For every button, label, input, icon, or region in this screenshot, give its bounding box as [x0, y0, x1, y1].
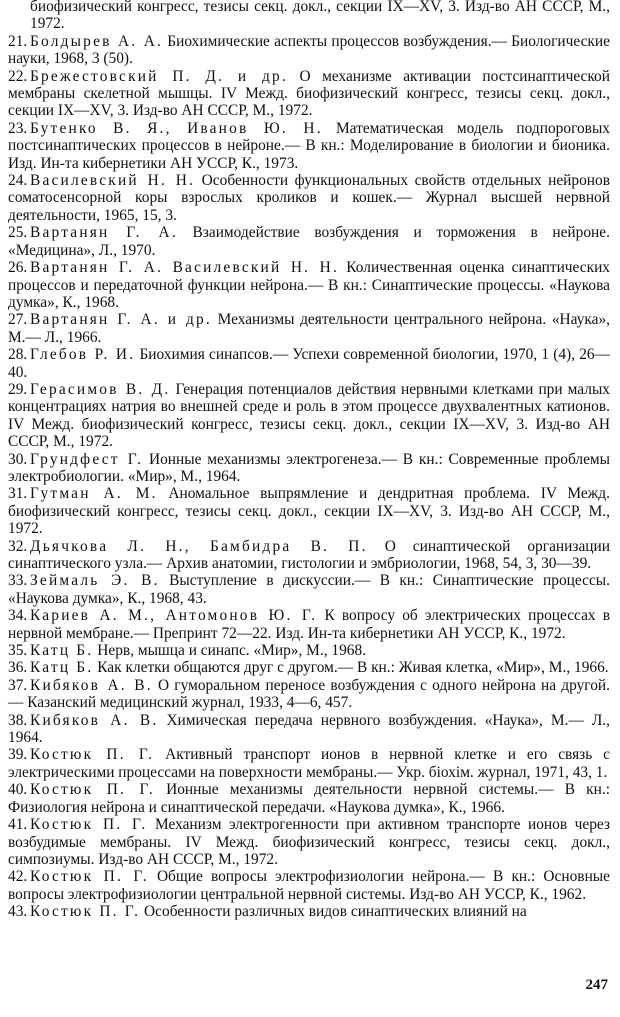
- reference-text: Как клетки общаются друг с другом.— В кн.: Живая клетка, «Мир», М., 1966.: [97, 659, 609, 677]
- reference-number: 26.: [8, 259, 28, 277]
- reference-number: 27.: [8, 311, 28, 329]
- reference-number: 25.: [8, 224, 28, 242]
- reference-authors: Кариев А. М., Антомонов Ю. Г.: [30, 607, 318, 625]
- reference-text: Нерв, мышца и синапс. «Мир», М., 1968.: [97, 642, 367, 660]
- reference-authors: Дьячкова Л. Н., Бамбидра В. П.: [30, 537, 368, 555]
- reference-authors: Костюк П. Г.: [30, 781, 155, 799]
- reference-authors: Болдырев А. А.: [30, 32, 164, 50]
- reference-number: 32.: [8, 537, 28, 555]
- reference-authors: Василевский Н. Н.: [30, 172, 196, 190]
- reference-entry: [8, 659, 610, 676]
- reference-number: 30.: [8, 450, 28, 468]
- reference-text: Выступление в дискуссии.— В кн.: Синаптические процессы. «Наукова думка», К., 1968, 43.: [8, 572, 610, 607]
- reference-entry: [8, 0, 610, 33]
- reference-entry: [8, 746, 610, 781]
- reference-entry: [8, 903, 610, 920]
- reference-entry: [8, 33, 610, 68]
- reference-authors: Вартанян Г. А. и др.: [30, 311, 212, 329]
- reference-number: 43.: [8, 903, 28, 921]
- reference-number: 36.: [8, 659, 28, 677]
- reference-text: К вопросу об электрических процессах в нервной мембране.— Препринт 72—22. Изд. Ин-та кибернетики АН УССР, К., 1972.: [8, 607, 610, 642]
- reference-number: 37.: [8, 676, 28, 694]
- reference-entry: [8, 712, 610, 747]
- reference-text: Механизм электрогенности при активном транспорте ионов через возбудимые мембраны. IV Межд. биофизический конгресс, тезисы секц. докл., симпозиумы. Изд-во АН СССР, М., 1972.: [8, 816, 610, 868]
- reference-authors: Герасимов В. Д.: [30, 380, 171, 398]
- reference-text: Генерация потенциалов действия нервными клетками при малых концентрациях натрия во внешней среде и роль в этом процессе двухвалентных катионов. IV Межд. биофизический конгресс, тезисы секц. докл., секции IX—XV, 3. Изд-во АН СССР, М., 1972.: [8, 380, 610, 451]
- reference-text: Особенности различных видов синаптических влияний на: [144, 903, 527, 921]
- reference-number: 42.: [8, 868, 28, 886]
- reference-authors: Зеймаль Э. В.: [30, 572, 160, 590]
- reference-number: 39.: [8, 746, 28, 764]
- reference-entry: [8, 677, 610, 712]
- reference-text: Активный транспорт ионов в нервной клетке и его связь с электрическими процессами на поверхности мембраны.— Укр. біохім. журнал, 1971, 43, 1.: [8, 746, 610, 781]
- reference-text: Математическая модель подпороговых постсинаптических процессов в нейроне.— В кн.: Моделирование в биологии и бионика. Изд. Ин-та кибернетики АН УССР, К., 1973.: [8, 119, 610, 172]
- reference-number: 31.: [8, 485, 28, 503]
- reference-entry: [8, 538, 610, 573]
- page-number: 247: [585, 977, 608, 993]
- reference-number: 22.: [8, 67, 28, 85]
- reference-entry: [8, 572, 610, 607]
- reference-authors: Гутман А. М.: [30, 485, 158, 503]
- reference-authors: Катц Б.: [30, 659, 94, 677]
- reference-entry: [8, 68, 610, 120]
- reference-text: Особенности функциональных свойств отдельных нейронов соматосенсорной коры взрослых кроликов и кошек.— Журнал высшей нервной деятельности, 1965, 15, 3.: [8, 172, 611, 224]
- reference-entry: [8, 485, 610, 537]
- reference-authors: Брежестовский П. Д. и др.: [30, 67, 288, 85]
- reference-entry: [8, 346, 610, 381]
- reference-authors: Вартанян Г. А. Василевский Н. Н.: [30, 259, 340, 277]
- reference-text: биофизический конгресс, тезисы секц. докл., секции IX—XV, 3. Изд-во АН СССР, М., 1972.: [30, 0, 610, 33]
- reference-text: Количественная оценка синаптических процессов и передаточной функции нейрона.— В кн.: Синаптические процессы. «Наукова думка», К., 1968.: [8, 259, 610, 311]
- reference-text: Биохимия синапсов.— Успехи современной биологии, 1970, 1 (4), 26—40.: [8, 346, 610, 381]
- reference-text: Химическая передача нервного возбуждения. «Наука», М.— Л., 1964.: [8, 711, 611, 747]
- reference-entry: [8, 781, 610, 816]
- reference-text: Ионные механизмы электрогенеза.— В кн.: Современные проблемы электробиологии. «Мир», М., 1964.: [8, 450, 610, 485]
- reference-number: 24.: [8, 172, 28, 190]
- reference-text: Общие вопросы электрофизиологии нейрона.— В кн.: Основные вопросы электрофизиологии центральной нервной системы. Изд-во АН УССР, К., 1962.: [8, 868, 610, 903]
- reference-text: Биохимические аспекты процессов возбуждения.— Биологические науки, 1968, 3 (50).: [8, 32, 610, 68]
- reference-number: 41.: [8, 816, 28, 834]
- reference-number: 28.: [8, 346, 28, 364]
- reference-text: Взаимодействие возбуждения и торможения в нейроне. «Медицина», Л., 1970.: [8, 224, 610, 259]
- reference-text: Ионные механизмы деятельности нервной системы.— В кн.: Физиология нейрона и синаптической передачи. «Наукова думка», К., 1966.: [8, 781, 610, 816]
- reference-entry: [8, 311, 610, 346]
- reference-number: 23.: [8, 119, 28, 137]
- reference-text: Механизмы деятельности центрального нейрона. «Наука», М.— Л., 1966.: [8, 311, 611, 346]
- reference-authors: Вартанян Г. А.: [30, 224, 178, 242]
- reference-authors: Кибяков А. В.: [30, 711, 159, 729]
- reference-entry: [8, 451, 610, 486]
- reference-list: [8, 0, 610, 921]
- reference-entry: [8, 381, 610, 451]
- reference-entry: [8, 816, 610, 868]
- reference-authors: Грундфест Г.: [30, 450, 144, 468]
- reference-authors: Костюк П. Г.: [30, 746, 155, 764]
- reference-entry: [8, 172, 610, 224]
- reference-number: 35.: [8, 642, 28, 660]
- reference-entry: [8, 868, 610, 903]
- reference-number: 40.: [8, 781, 28, 799]
- reference-authors: Костюк П. Г.: [30, 903, 141, 921]
- reference-authors: Бутенко В. Я., Иванов Ю. Н.: [30, 119, 323, 137]
- reference-number: 21.: [8, 32, 28, 50]
- reference-entry: [8, 120, 610, 172]
- reference-text: Аномальное выпрямление и дендритная проблема. IV Межд. биофизический конгресс, тезисы секц. докл., секции IX—XV, 3. Изд-во АН СССР, М., 1972.: [8, 485, 610, 538]
- reference-text: О гуморальном переносе возбуждения с одного нейрона на другой.— Казанский медицинский журнал, 1933, 4—6, 457.: [8, 676, 610, 712]
- reference-number: 33.: [8, 572, 28, 590]
- reference-number: 29.: [8, 380, 28, 398]
- reference-text: О синаптической организации синаптического узла.— Архив анатомии, гистологии и эмбриологии, 1968, 54, 3, 30—39.: [8, 537, 610, 572]
- reference-entry: [8, 607, 610, 642]
- reference-entry: [8, 259, 610, 311]
- reference-authors: Глебов Р. И.: [30, 346, 136, 364]
- reference-number: 38.: [8, 711, 28, 729]
- reference-entry: [8, 224, 610, 259]
- reference-authors: Кибяков А. В.: [30, 676, 153, 694]
- reference-authors: Костюк П. Г.: [30, 816, 148, 834]
- reference-number: 34.: [8, 607, 28, 625]
- reference-authors: Катц Б.: [30, 642, 94, 660]
- reference-text: О механизме активации постсинаптической мембраны скелетной мышцы. IV Межд. биофизический конгресс, тезисы секц. докл., секции IX—XV, 3. Изд-во АН СССР, М., 1972.: [8, 67, 610, 120]
- reference-entry: [8, 642, 610, 659]
- reference-authors: Костюк П. Г.: [30, 868, 149, 886]
